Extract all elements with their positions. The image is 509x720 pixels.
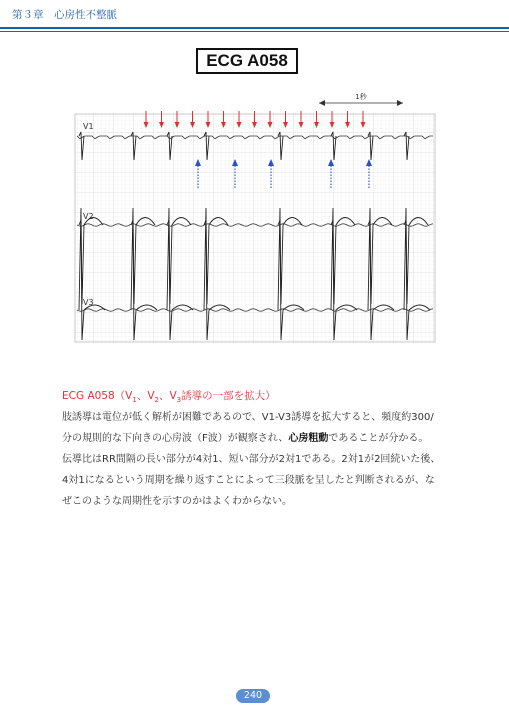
figure-caption: ECG $A058(V_1$、$V_2$、$V_3$誘導の一部を拡大）: [62, 390, 276, 405]
page-number-badge: 240: [236, 689, 270, 703]
body-line: 肢誘導は電位が低く解析が困難であるので、V1-V3誘導を拡大すると、頻度約300/: [62, 412, 434, 423]
header-rule-thin: [0, 31, 509, 32]
figure-title: ECG A058: [196, 48, 298, 74]
lead-label-v1: V1: [83, 122, 94, 131]
body-line: ぜこのような周期性を示すのかはよくわからない。: [62, 496, 292, 507]
body-line: 4対1になるという周期を繰り返すことによって三段脈を呈したと判断されるが、な: [62, 475, 435, 486]
lead-label-v3: V3: [83, 298, 94, 307]
scale-bar-label: 1秒: [355, 93, 367, 101]
lead-label-v2: V2: [83, 212, 94, 221]
key-term: 心房粗動: [288, 433, 329, 444]
body-line: 伝導比はRR間隔の長い部分が4対1、短い部分が2対1である。2対1が2回続いた後、: [62, 454, 441, 465]
running-head: 第３章 心房性不整脈: [12, 9, 117, 21]
scale-bar: [319, 92, 403, 106]
body-paragraph: [62, 407, 472, 512]
ecg-grid: [75, 114, 435, 342]
flutter-wave-markers: [144, 111, 366, 128]
ecg-figure: [73, 92, 437, 344]
body-line: 分の規則的な下向きの心房波（F波）が観察され、心房粗動であることが分かる。: [62, 433, 429, 444]
header-rule: [0, 27, 509, 29]
